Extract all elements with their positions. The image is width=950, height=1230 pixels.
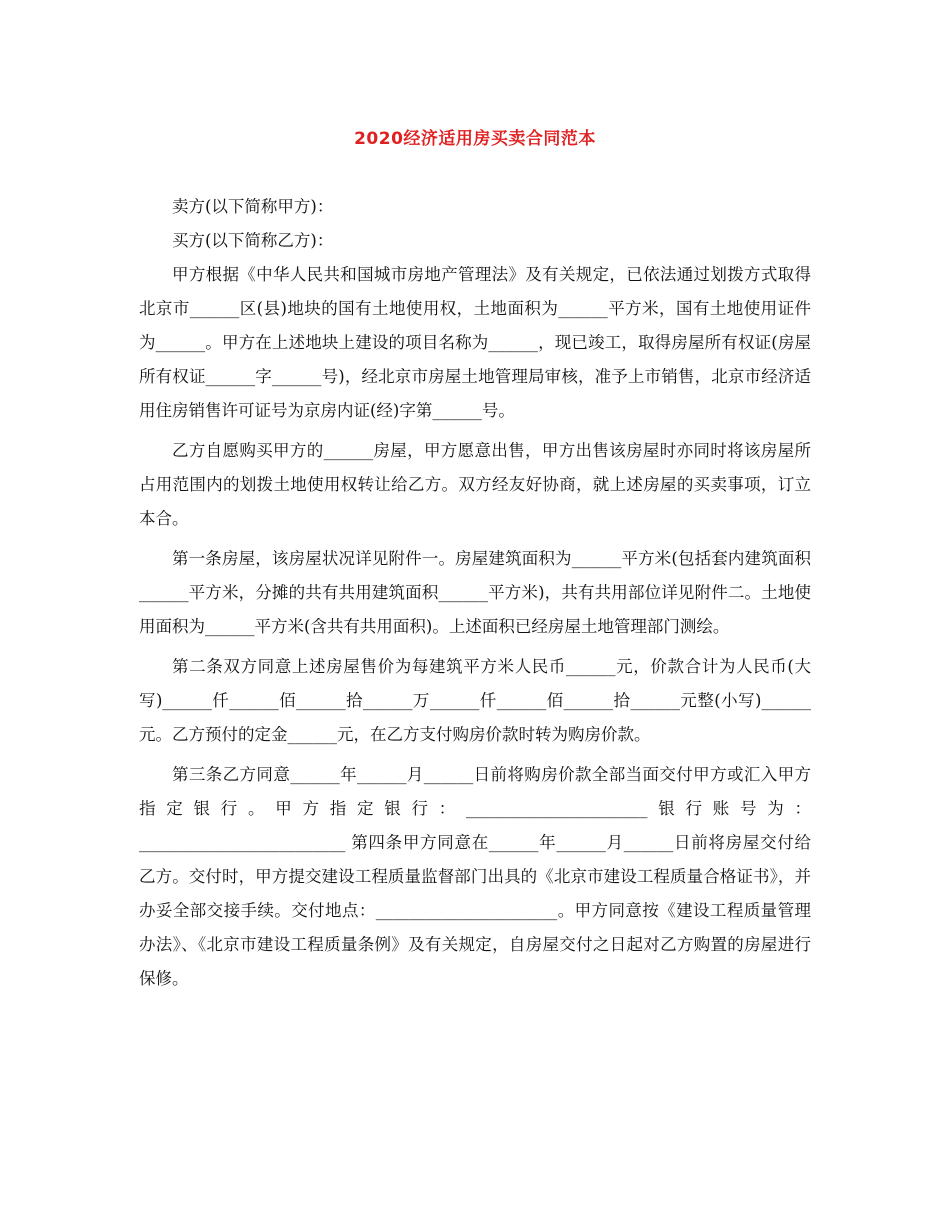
paragraph-article-2: 第二条双方同意上述房屋售价为每建筑平方米人民币______元，价款合计为人民币(大写)______仟______佰______拾______万______仟______佰______拾______元整(小写)______元。乙方预付的定金______元，在乙方支付购房价款时转为购房价款。: [139, 657, 811, 744]
paragraph-buyer: 买方(以下简称乙方)：: [172, 231, 334, 250]
paragraph-land-rights: 甲方根据《中华人民共和国城市房地产管理法》及有关规定，已依法通过划拨方式取得北京市______区(县)地块的国有土地使用权，土地面积为______平方米，国有土地使用证件为______。甲方在上述地块上建设的项目名称为______，现已竣工，取得房屋所有权证(房屋所有权证______字______号)，经北京市房屋土地管理局审核，准予上市销售，北京市经济适用住房销售许可证号为京房内证(经)字第______号。: [139, 265, 811, 420]
paragraph-seller: 卖方(以下简称甲方)：: [172, 197, 334, 216]
document-body: [139, 190, 811, 1002]
document-title: 2020经济适用房买卖合同范本: [354, 129, 596, 149]
paragraph-article-1: 第一条房屋，该房屋状况详见附件一。房屋建筑面积为______平方米(包括套内建筑面积______平方米，分摊的共有共用建筑面积______平方米)，共有共用部位详见附件二。土地使用面积为______平方米(含共有共用面积)。上述面积已经房屋土地管理部门测绘。: [139, 549, 811, 636]
paragraph-article-3-4: 第三条乙方同意______年______月______日前将购房价款全部当面交付甲方或汇入甲方指定银行。甲方指定银行：______________________银行账号为：_________________________ 第四条甲方同意在______年______月______日前将房屋交付给乙方。交付时，甲方提交建设工程质量监督部门出具的《北京市建设工程质量合格证书》，并办妥全部交接手续。交付地点：______________________。甲方同意按《建设工程质量管理办法》、《北京市建设工程质量条例》及有关规定，自房屋交付之日起对乙方购置的房屋进行保修。: [139, 765, 811, 988]
paragraph-purchase-intent: 乙方自愿购买甲方的______房屋，甲方愿意出售，甲方出售该房屋时亦同时将该房屋所占用范围内的划拨土地使用权转让给乙方。双方经友好协商，就上述房屋的买卖事项，订立本合。: [139, 441, 811, 528]
